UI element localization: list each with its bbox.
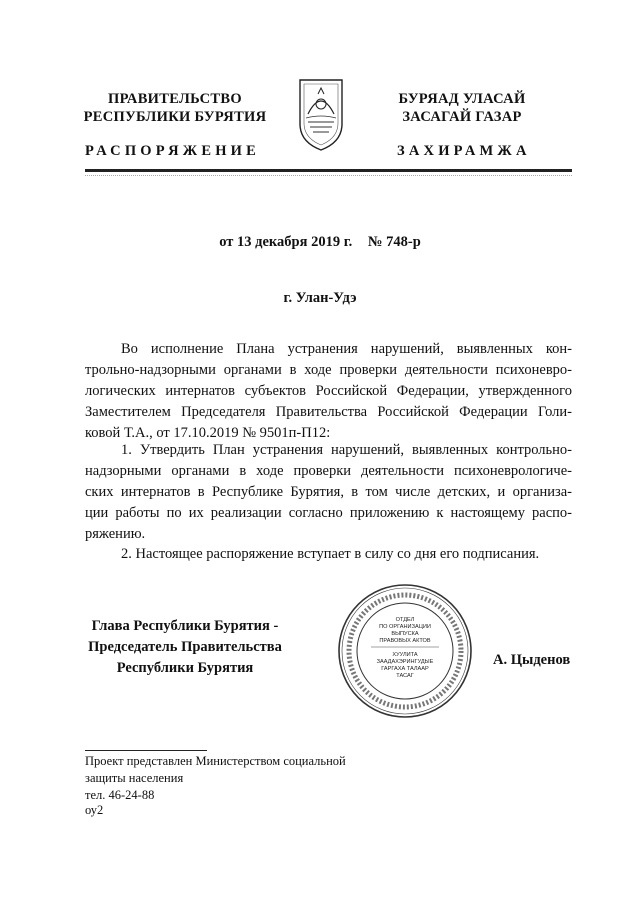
text-line: 2. Настоящее распоряжение вступает в силу со дня его подписания.: [121, 546, 540, 562]
text-line: 1. Утвердить План устранения нарушений, выявленных контрольно-: [121, 442, 572, 458]
text-line: ции работы по их реализации согласно приложению к настоящему распо-: [85, 505, 572, 521]
text-line: ковой Т.А., от 17.10.2019 № 9501п-П12:: [85, 425, 331, 441]
footnote-divider: [85, 750, 207, 751]
stamp-text: ГАРГАХА ТАЛААР: [381, 666, 429, 672]
footnote-line: защиты населения: [85, 771, 184, 785]
text-line: ряжению.: [85, 526, 146, 542]
document-date: от 13 декабря 2019 г.: [219, 234, 353, 250]
signatory-name: А. Цыденов: [493, 652, 571, 668]
header-dotted-divider: [85, 175, 572, 177]
clause-2-paragraph: [85, 544, 572, 565]
text-line: логических интернатов субъектов Российской Федерации, утвержденного: [85, 383, 572, 399]
footnote: [85, 753, 346, 804]
stamp-text: ПО ОРГАНИЗАЦИИ: [379, 624, 431, 630]
signatory-title-line: Глава Республики Бурятия -: [91, 618, 279, 634]
stamp-text: ЗААДАХЭРИНГУДЫЕ: [376, 659, 434, 665]
issuer-name-buryat: [362, 90, 562, 126]
issuer-line: БУРЯАД УЛАСАЙ: [398, 91, 526, 107]
issuer-name-russian: [60, 90, 290, 126]
document-type-russian: РАСПОРЯЖЕНИЕ: [85, 143, 261, 159]
footnote-line: Проект представлен Министерством социальной: [85, 754, 346, 768]
text-line: Заместителем Председателя Правительства Российской Федерации Голи-: [85, 404, 572, 420]
coat-of-arms-icon: [296, 74, 346, 152]
text-line: Во исполнение Плана устранения нарушений, выявленных кон-: [121, 341, 572, 357]
preamble-paragraph: [85, 339, 572, 444]
header-divider: [85, 169, 572, 172]
clause-1-paragraph: [85, 440, 572, 545]
stamp-text: ВЫПУСКА: [391, 631, 419, 637]
document-date-number: [0, 234, 640, 251]
stamp-text: ХУУЛИТА: [392, 652, 418, 658]
stamp-text: ОТДЕЛ: [395, 617, 415, 623]
text-line: трольно-надзорными органами в ходе проверки деятельности психоневро-: [85, 362, 572, 378]
text-line: надзорными органами в ходе проверки деятельности психоневрологиче-: [85, 463, 572, 479]
signatory-title-line: Республики Бурятия: [116, 660, 254, 676]
signatory-title-line: Председатель Правительства: [88, 639, 282, 655]
issuer-line: РЕСПУБЛИКИ БУРЯТИЯ: [83, 109, 267, 125]
official-stamp-icon: [337, 583, 473, 719]
stamp-text: ТАСАГ: [396, 673, 414, 679]
text-line: ских интернатов в Республике Бурятия, в том числе детских, и организа-: [85, 484, 572, 500]
document-code: оу2: [85, 803, 104, 817]
stamp-text: ПРАВОВЫХ АКТОВ: [379, 638, 431, 644]
footnote-line: тел. 46-24-88: [85, 788, 155, 802]
document-city: г. Улан-Удэ: [283, 290, 357, 306]
document-type-buryat: ЗАХИРАМЖА: [397, 143, 531, 159]
issuer-line: ПРАВИТЕЛЬСТВО: [108, 91, 242, 107]
issuer-line: ЗАСАГАЙ ГАЗАР: [402, 109, 522, 125]
signatory-title: [70, 616, 300, 679]
document-number: № 748-р: [367, 234, 421, 250]
